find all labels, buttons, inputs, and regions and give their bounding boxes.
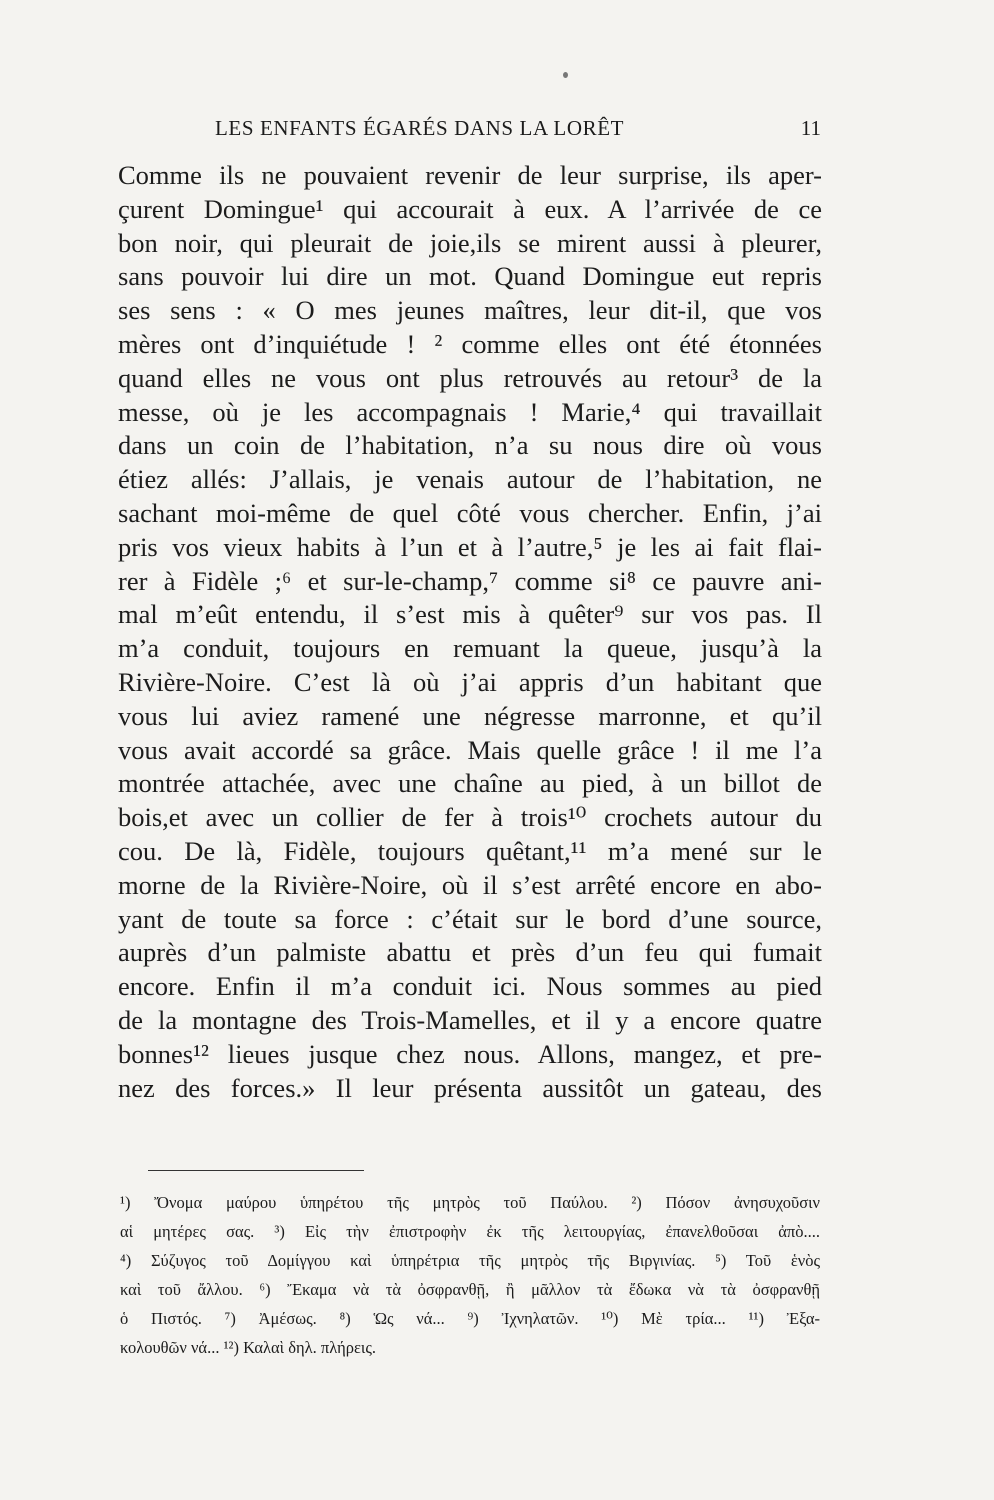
- text-line: sans pouvoir lui dire un mot. Quand Domingue eut repris: [118, 261, 822, 292]
- text-line: cou. De là, Fidèle, toujours quêtant,¹¹ m’a mené sur le: [118, 835, 822, 866]
- text-line: vous avait accordé sa grâce. Mais quelle grâce ! il me l’a: [118, 734, 822, 765]
- page-number: 11: [800, 116, 821, 140]
- text-line: bonnes¹² lieues jusque chez nous. Allons, mangez, et pre-: [118, 1038, 822, 1069]
- text-line: Rivière-Noire. C’est là où j’ai appris d’un habitant que: [118, 666, 822, 697]
- text-line: bon noir, qui pleurait de joie,ils se mirent aussi à pleurer,: [118, 227, 822, 258]
- text-line: çurent Domingue¹ qui accourait à eux. A l’arrivée de ce: [118, 193, 822, 224]
- text-line: ses sens : « O mes jeunes maîtres, leur dit-il, que vos: [118, 295, 822, 326]
- text-line: mal m’eût entendu, il s’est mis à quêter⁹ sur vos pas. Il: [118, 599, 822, 630]
- text-line: quand elles ne vous ont plus retrouvés au retour³ de la: [118, 362, 822, 393]
- text-line: nez des forces.» Il leur présenta aussitôt un gateau, des: [118, 1072, 822, 1103]
- text-line: de la montagne des Trois-Mamelles, et il y a encore quatre: [118, 1004, 822, 1035]
- footnote-line: ὁ Πιστός. ⁷) Ἀμέσως. ⁸) Ὡς νά... ⁹) Ἰχνηλατῶν. ¹⁰) Μὲ τρία... ¹¹) Ἐξα-: [120, 1309, 820, 1328]
- running-title: LES ENFANTS ÉGARÉS DANS LA LORÊT: [215, 116, 625, 140]
- text-line: m’a conduit, toujours en remuant la queue, jusqu’à la: [118, 633, 822, 664]
- text-line: yant de toute sa force : c’était sur le bord d’une source,: [118, 903, 822, 934]
- footnote-line: ¹) Ὄνομα μαύρου ὑπηρέτου τῆς μητρὸς τοῦ Παύλου. ²) Πόσον ἀνησυχοῦσιν: [120, 1193, 820, 1212]
- footnote-line: καὶ τοῦ ἄλλου. ⁶) Ἔκαμα νὰ τὰ ὀσφρανθῇ, ἢ μᾶλλον τὰ ἔδωκα νὰ τὰ ὀσφρανθῇ: [120, 1280, 820, 1299]
- text-line: rer à Fidèle ;⁶ et sur-le-champ,⁷ comme si⁸ ce pauvre ani-: [118, 565, 822, 596]
- footnote-line: ⁴) Σύζυγος τοῦ Δομίγγου καὶ ὑπηρέτρια τῆς μητρὸς τῆς Βιργινίας. ⁵) Τοῦ ἑνὸς: [120, 1251, 820, 1270]
- text-line: bois,et avec un collier de fer à trois¹⁰ crochets autour du: [118, 802, 822, 833]
- running-head: [215, 116, 821, 146]
- footnote-line: αἱ μητέρες σας. ³) Εἰς τὴν ἐπιστροφὴν ἐκ τῆς λειτουργίας, ἐπανελθοῦσαι ἀπὸ....: [120, 1222, 820, 1241]
- text-line: vous lui aviez ramené une négresse marronne, et qu’il: [118, 700, 822, 731]
- text-line: montrée attachée, avec une chaîne au pied, à un billot de: [118, 768, 822, 799]
- text-line: dans un coin de l’habitation, n’a su nous dire où vous: [118, 430, 822, 461]
- footnotes: [120, 1188, 820, 1362]
- footnote-line: κολουθῶν νά... ¹²) Καλαὶ δηλ. πλήρεις.: [120, 1338, 376, 1357]
- print-speck: [563, 72, 568, 78]
- text-line: encore. Enfin il m’a conduit ici. Nous sommes au pied: [118, 971, 822, 1002]
- body-text: [118, 159, 822, 1105]
- text-line: mères ont d’inquiétude ! ² comme elles ont été étonnées: [118, 328, 822, 359]
- text-line: pris vos vieux habits à l’un et à l’autre,⁵ je les ai fait flai-: [118, 531, 822, 562]
- text-line: messe, où je les accompagnais ! Marie,⁴ qui travaillait: [118, 396, 822, 427]
- text-line: auprès d’un palmiste abattu et près d’un feu qui fumait: [118, 937, 822, 968]
- text-line: sachant moi-même de quel côté vous chercher. Enfin, j’ai: [118, 497, 822, 528]
- text-line: étiez allés: J’allais, je venais autour de l’habitation, ne: [118, 464, 822, 495]
- text-line: morne de la Rivière-Noire, où il s’est arrêté encore en abo-: [118, 869, 822, 900]
- footnote-rule: [148, 1170, 364, 1171]
- text-line: Comme ils ne pouvaient revenir de leur surprise, ils aper-: [118, 160, 822, 190]
